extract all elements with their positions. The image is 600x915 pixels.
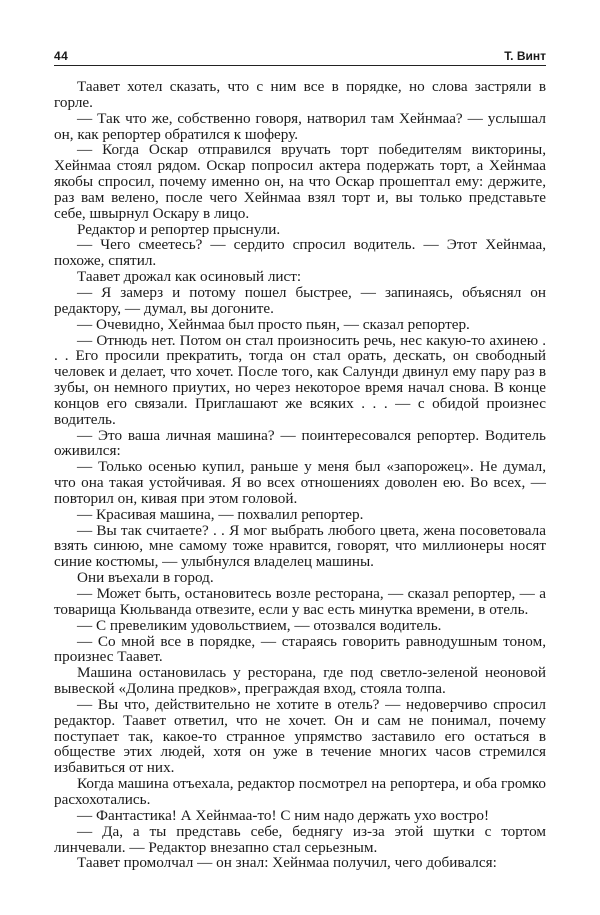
- paragraph: — Это ваша личная машина? — поинтересовался репортер. Водитель оживился:: [54, 426, 546, 460]
- paragraph: — Когда Оскар отправился вручать торт победителям викторины, Хейнмаа стоял рядом. Оскар попросил актера подержать торт, а Хейнмаа якобы спросил, почему именно он, на что Оскар прошептал ему: держите, раз вам велено, после чего Хейнмаа взял торт и, вы только представьте себе, швырнул Оскару в лицо.: [54, 141, 546, 222]
- running-head-author: Т. Винт: [504, 49, 546, 63]
- paragraph: Таавет дрожал как осиновый лист:: [77, 268, 302, 286]
- page-number: 44: [54, 49, 69, 63]
- running-head: [54, 48, 546, 66]
- paragraph: — С превеликим удовольствием, — отозвался водитель.: [77, 616, 442, 634]
- paragraph: Машина остановилась у ресторана, где под светло-зеленой неоновой вывеской «Долина предков», преграждая вход, стояла толпа.: [54, 664, 546, 698]
- paragraph: Таавет промолчал — он знал: Хейнмаа получил, чего добивался:: [77, 854, 497, 872]
- body-text: [54, 79, 546, 871]
- paragraph: — Так что же, собственно говоря, натворил там Хейнмаа? — услышал он, как репортер обратился к шоферу.: [54, 109, 546, 143]
- paragraph: — Вы что, действительно не хотите в отель? — недоверчиво спросил редактор. Таавет ответил, что не хочет. Он и сам не понимал, почему поступает так, какое-то странное упрямство заставило его остаться в обществе этих людей, хотя он уже в течение многих часов стремился избавиться от них.: [54, 695, 546, 777]
- paragraph: — Очевидно, Хейнмаа был просто пьян, — сказал репортер.: [77, 315, 470, 333]
- paragraph: — Красивая машина, — похвалил репортер.: [77, 505, 364, 523]
- paragraph: Когда машина отъехала, редактор посмотрел на репортера, и оба громко расхохотались.: [54, 775, 546, 808]
- paragraph: — Я замерз и потому пошел быстрее, — запинаясь, объяснял он редактору, — думал, вы догоните.: [54, 283, 546, 317]
- paragraph: — Чего смеетесь? — сердито спросил водитель. — Этот Хейнмаа, похоже, спятил.: [54, 236, 546, 270]
- paragraph: Редактор и репортер прыснули.: [77, 220, 281, 238]
- paragraph: — Отнюдь нет. Потом он стал произносить речь, нес какую-то ахинею . . . Его просили прекратить, тогда он стал орать, дескать, он свободный человек и делает, что хочет. После того, как Салунди двинул ему пару раз в зубы, он немного приутих, но через некоторое время начал снова. В конце концов его связали. Приглашают же всяких . . . — с обидой произнес водитель.: [54, 331, 546, 428]
- paragraph: Таавет хотел сказать, что с ним все в порядке, но слова застряли в горле.: [54, 78, 546, 111]
- paragraph: — Да, а ты представь себе, беднягу из-за этой шутки с тортом линчевали. — Редактор внезапно стал серьезным.: [54, 822, 546, 856]
- paragraph: — Со мной все в порядке, — стараясь говорить равнодушным тоном, произнес Таавет.: [54, 632, 546, 666]
- paragraph: — Фантастика! А Хейнмаа-то! С ним надо держать ухо востро!: [77, 806, 490, 824]
- paragraph: — Вы так считаете? . . Я мог выбрать любого цвета, жена посоветовала взять синюю, мне самому тоже нравится, говорят, что миллионеры носят синие костюмы, — улыбнулся владелец машины.: [54, 521, 546, 571]
- paragraph: Они въехали в город.: [77, 569, 214, 587]
- paragraph: — Может быть, остановитесь возле ресторана, — сказал репортер, — а товарища Кюльванда отвезите, если у вас есть минутка времени, в отель.: [54, 585, 546, 618]
- paragraph: — Только осенью купил, раньше у меня был «запорожец». Не думал, что она такая устойчивая. Я во всех отношениях доволен ею. Во всех, — повторил он, кивая при этом головой.: [54, 458, 546, 507]
- book-page: [54, 48, 546, 871]
